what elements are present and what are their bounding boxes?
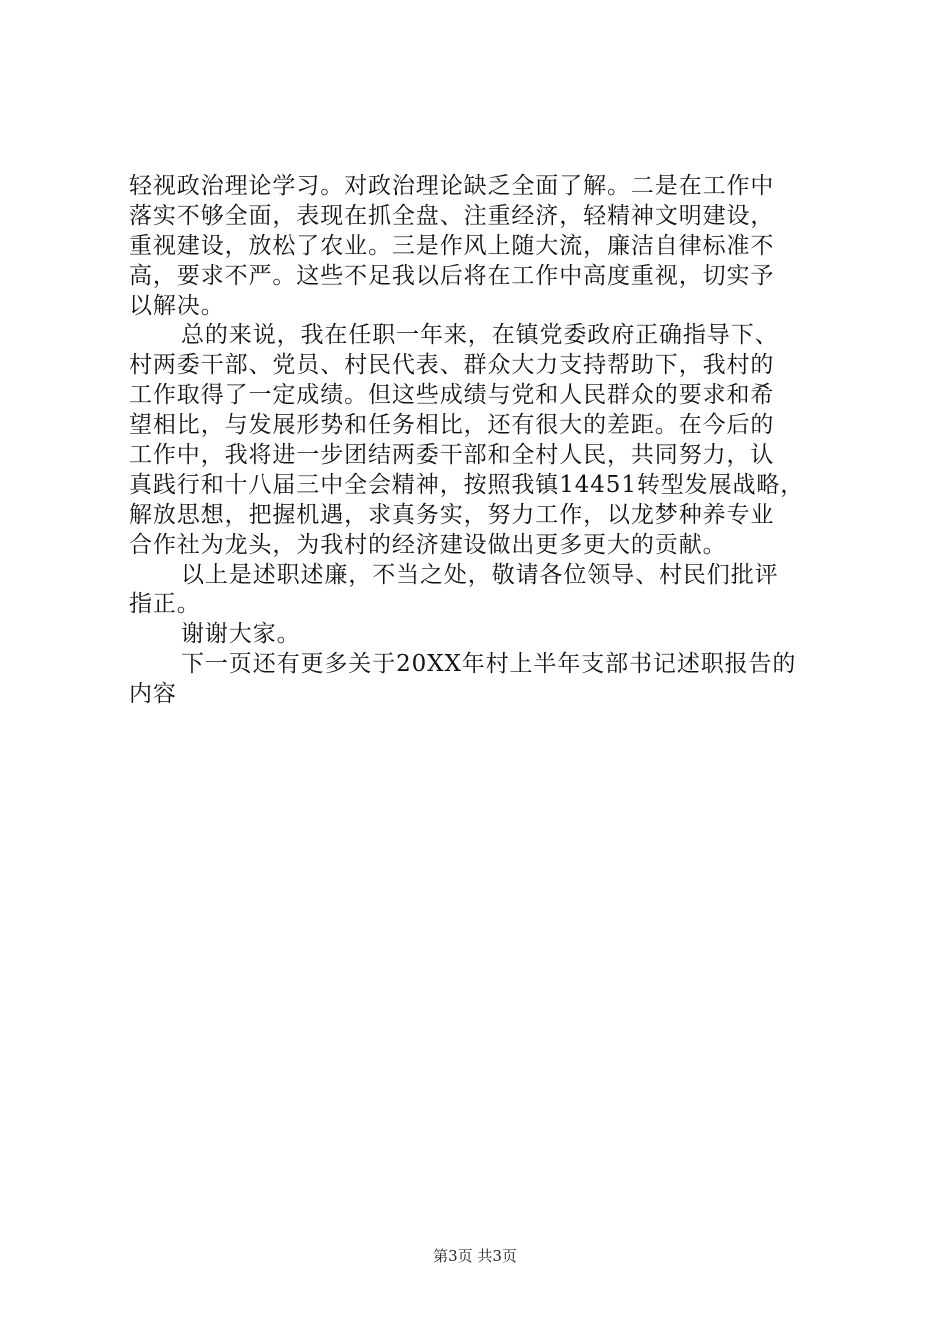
- text-line: 真践行和十八届三中全会精神，按照我镇14451转型发展战略，: [129, 471, 805, 498]
- text-line: 合作社为龙头，为我村的经济建设做出更多更大的贡献。: [129, 531, 727, 558]
- text-line: 工作取得了一定成绩。但这些成绩与党和人民群众的要求和希: [129, 382, 775, 409]
- text-line: 内容: [129, 681, 177, 708]
- page-number-footer: 第3页 共3页: [433, 1247, 517, 1265]
- text-line: 下一页还有更多关于20XX年村上半年支部书记述职报告的: [181, 651, 797, 678]
- text-line: 指正。: [129, 591, 201, 618]
- document-body: [129, 172, 829, 710]
- text-line: 解放思想，把握机遇，求真务实，努力工作，以龙梦种养专业: [129, 501, 775, 528]
- text-line: 村两委干部、党员、村民代表、群众大力支持帮助下，我村的: [129, 352, 775, 379]
- text-line: 以上是述职述廉，不当之处，敬请各位领导、村民们批评: [181, 561, 779, 588]
- text-line: 落实不够全面，表现在抓全盘、注重经济，轻精神文明建设，: [129, 202, 775, 229]
- text-line: 高，要求不严。这些不足我以后将在工作中高度重视，切实予: [129, 262, 775, 289]
- text-line: 总的来说，我在任职一年来，在镇党委政府正确指导下、: [181, 322, 779, 349]
- text-line: 轻视政治理论学习。对政治理论缺乏全面了解。二是在工作中: [129, 173, 775, 199]
- text-line: 工作中，我将进一步团结两委干部和全村人民，共同努力，认: [129, 442, 775, 469]
- text-line: 望相比，与发展形势和任务相比，还有很大的差距。在今后的: [129, 412, 775, 439]
- text-line: 以解决。: [129, 292, 225, 319]
- text-line: 谢谢大家。: [181, 621, 301, 648]
- text-line: 重视建设，放松了农业。三是作风上随大流，廉洁自律标准不: [129, 232, 775, 259]
